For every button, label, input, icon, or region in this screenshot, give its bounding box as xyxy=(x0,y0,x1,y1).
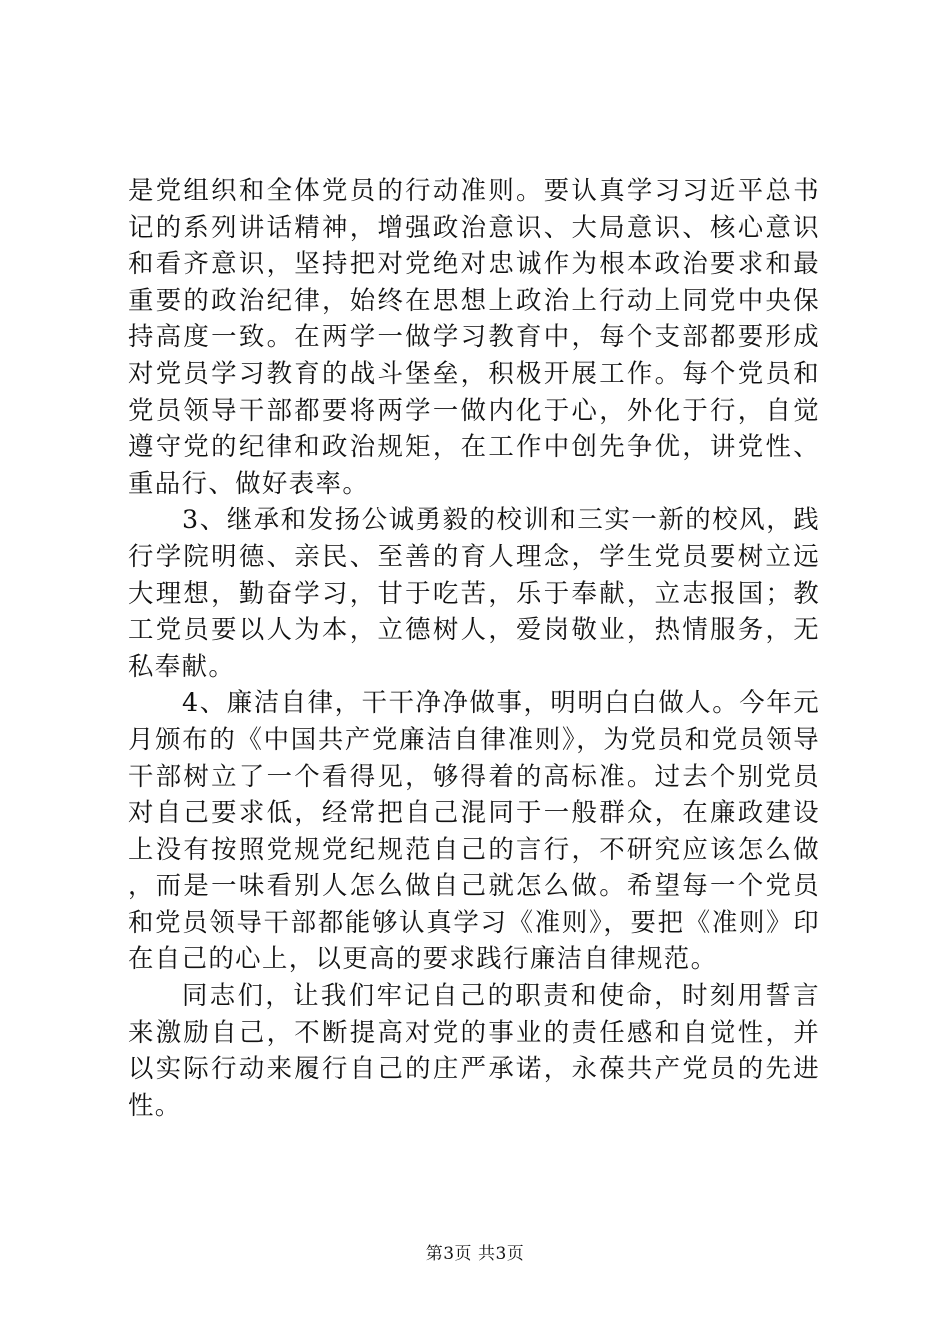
paragraph-item-4: 4、廉洁自律，干干净净做事，明明白白做人。今年元月颁布的《中国共产党廉洁自律准则》，为党员和党员领导干部树立了一个看得见，够得着的高标准。过去个别党员对自己要求低，经常把自己混同于一般群众，在廉政建设上没有按照党规党纪规范自己的言行，不研究应该怎么做，而是一味看别人怎么做自己就怎么做。希望每一个党员和党员领导干部都能够认真学习《准则》，要把《准则》印在自己的心上，以更高的要求践行廉洁自律规范。 xyxy=(128,687,820,974)
paragraph-item-3: 3、继承和发扬公诚勇毅的校训和三实一新的校风，践行学院明德、亲民、至善的育人理念，学生党员要树立远大理想，勤奋学习，甘于吃苦，乐于奉献，立志报国；教工党员要以人为本，立德树人，爱岗敬业，热情服务，无私奉献。 xyxy=(128,504,820,681)
paragraph-continuation: 是党组织和全体党员的行动准则。要认真学习习近平总书记的系列讲话精神，增强政治意识、大局意识、核心意识和看齐意识，坚持把对党绝对忠诚作为根本政治要求和最重要的政治纪律，始终在思想上政治上行动上同党中央保持高度一致。在两学一做学习教育中，每个支部都要形成对党员学习教育的战斗堡垒，积极开展工作。每个党员和党员领导干部都要将两学一做内化于心，外化于行，自觉遵守党的纪律和政治规矩，在工作中创先争优，讲党性、重品行、做好表率。 xyxy=(128,175,820,498)
page-number-footer: 第3页 共3页 xyxy=(425,1244,525,1264)
paragraph-closing: 同志们，让我们牢记自己的职责和使命，时刻用誓言来激励自己，不断提高对党的事业的责任感和自觉性，并以实际行动来履行自己的庄严承诺，永葆共产党员的先进性。 xyxy=(128,980,820,1120)
document-body xyxy=(128,172,820,1123)
